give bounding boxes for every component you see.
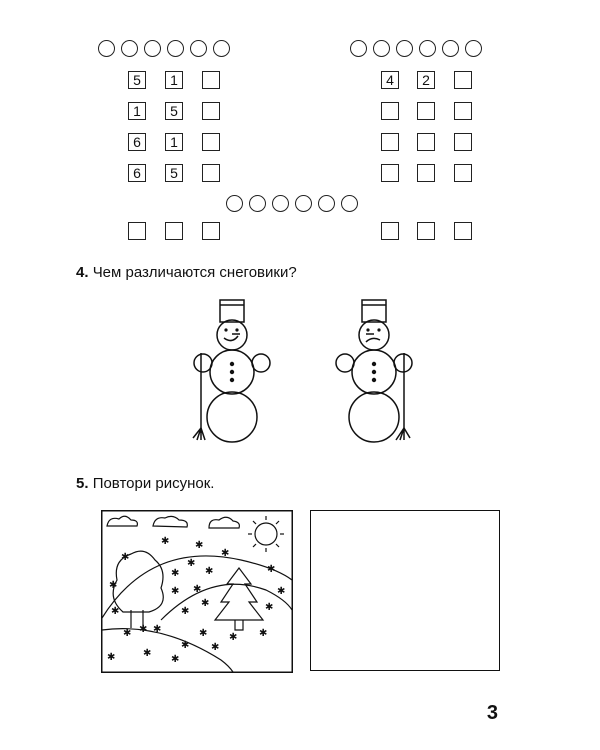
sample-winter-picture — [101, 510, 293, 673]
svg-text:✱: ✱ — [153, 624, 162, 635]
answer-circle — [272, 195, 289, 212]
grid-cell[interactable] — [417, 133, 435, 151]
grid-cell[interactable]: 1 — [128, 102, 146, 120]
grid-cell[interactable]: 1 — [165, 71, 183, 89]
task-5-text: Повтори рисунок. — [92, 475, 215, 492]
circle-row-middle — [226, 195, 358, 212]
drawing-area[interactable] — [310, 510, 500, 671]
snowman-left — [180, 290, 280, 450]
svg-text:✱: ✱ — [143, 648, 152, 659]
svg-text:✱: ✱ — [195, 540, 204, 551]
answer-circle — [121, 40, 138, 57]
answer-circle — [396, 40, 413, 57]
snowman-right — [322, 290, 422, 450]
task-4-heading — [76, 264, 297, 281]
svg-text:✱: ✱ — [267, 564, 276, 575]
answer-circle — [144, 40, 161, 57]
grid-cell[interactable] — [381, 133, 399, 151]
grid-cell[interactable] — [417, 164, 435, 182]
grid-cell[interactable] — [202, 71, 220, 89]
svg-text:✱: ✱ — [109, 580, 118, 591]
task-4-number: 4. — [76, 264, 89, 281]
svg-text:✱: ✱ — [277, 586, 286, 597]
answer-circle — [213, 40, 230, 57]
circle-row-left — [98, 40, 230, 57]
answer-circle — [442, 40, 459, 57]
svg-text:✱: ✱ — [259, 628, 268, 639]
task-5-heading — [76, 475, 214, 492]
svg-text:✱: ✱ — [121, 552, 130, 563]
answer-circle — [373, 40, 390, 57]
grid-cell[interactable]: 4 — [381, 71, 399, 89]
svg-text:✱: ✱ — [139, 624, 148, 635]
svg-text:✱: ✱ — [201, 598, 210, 609]
grid-cell[interactable] — [454, 102, 472, 120]
grid-cell[interactable]: 1 — [165, 133, 183, 151]
svg-text:✱: ✱ — [193, 584, 202, 595]
svg-text:✱: ✱ — [171, 586, 180, 597]
grid-cell[interactable] — [454, 133, 472, 151]
svg-text:✱: ✱ — [111, 606, 120, 617]
svg-text:✱: ✱ — [265, 602, 274, 613]
answer-circle — [341, 195, 358, 212]
grid-cell[interactable]: 6 — [128, 164, 146, 182]
svg-text:✱: ✱ — [211, 642, 220, 653]
answer-circle — [190, 40, 207, 57]
svg-text:✱: ✱ — [161, 536, 170, 547]
svg-text:✱: ✱ — [205, 566, 214, 577]
answer-circle — [98, 40, 115, 57]
svg-text:✱: ✱ — [221, 548, 230, 559]
grid-cell[interactable]: 6 — [128, 133, 146, 151]
grid-cell[interactable] — [454, 71, 472, 89]
svg-text:✱: ✱ — [123, 628, 132, 639]
answer-box[interactable] — [202, 222, 220, 240]
svg-text:✱: ✱ — [187, 558, 196, 569]
svg-text:✱: ✱ — [107, 652, 116, 663]
task-5-number: 5. — [76, 475, 89, 492]
grid-cell[interactable] — [202, 102, 220, 120]
svg-text:✱: ✱ — [181, 606, 190, 617]
answer-circle — [465, 40, 482, 57]
grid-cell[interactable] — [417, 102, 435, 120]
circle-row-right — [350, 40, 482, 57]
answer-circle — [249, 195, 266, 212]
svg-text:✱: ✱ — [229, 632, 238, 643]
grid-cell[interactable] — [454, 164, 472, 182]
task-4-text: Чем различаются снеговики? — [92, 264, 297, 281]
grid-cell[interactable]: 5 — [128, 71, 146, 89]
svg-text:✱: ✱ — [199, 628, 208, 639]
page-number: 3 — [486, 702, 498, 724]
svg-text:✱: ✱ — [171, 568, 180, 579]
answer-box[interactable] — [417, 222, 435, 240]
answer-circle — [419, 40, 436, 57]
svg-text:✱: ✱ — [181, 640, 190, 651]
grid-cell[interactable]: 5 — [165, 102, 183, 120]
answer-box[interactable] — [381, 222, 399, 240]
answer-box[interactable] — [454, 222, 472, 240]
answer-circle — [350, 40, 367, 57]
grid-cell[interactable] — [381, 102, 399, 120]
answer-circle — [226, 195, 243, 212]
answer-circle — [295, 195, 312, 212]
grid-cell[interactable] — [202, 133, 220, 151]
answer-box[interactable] — [128, 222, 146, 240]
grid-cell[interactable]: 2 — [417, 71, 435, 89]
answer-circle — [167, 40, 184, 57]
grid-cell[interactable] — [381, 164, 399, 182]
svg-text:✱: ✱ — [171, 654, 180, 665]
answer-box[interactable] — [165, 222, 183, 240]
grid-cell[interactable]: 5 — [165, 164, 183, 182]
answer-circle — [318, 195, 335, 212]
grid-cell[interactable] — [202, 164, 220, 182]
